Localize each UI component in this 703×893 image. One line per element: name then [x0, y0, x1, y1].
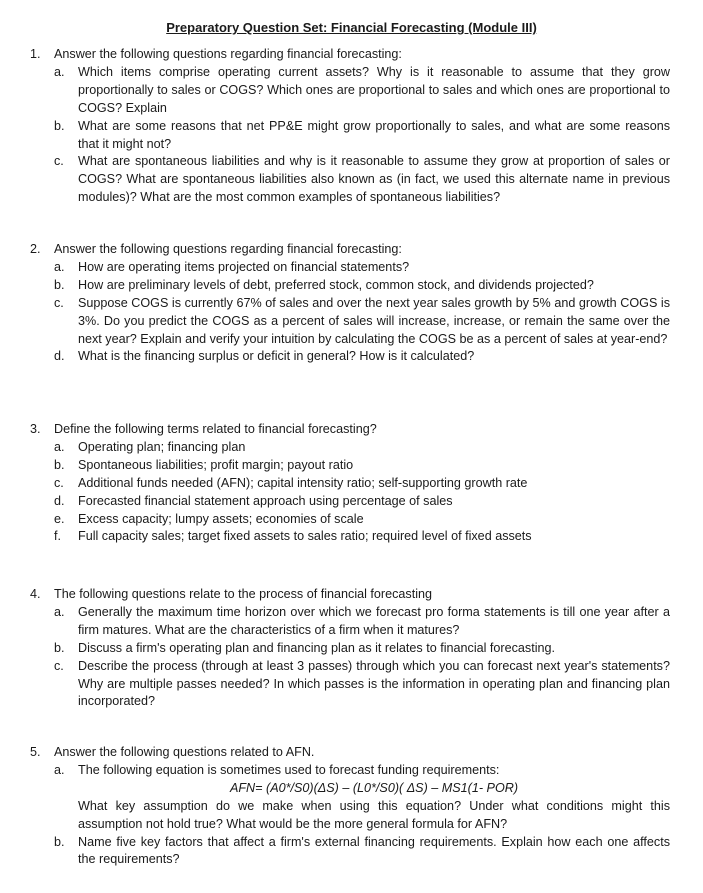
item-text: Generally the maximum time horizon over which we forecast pro forma statements is till one year after a firm matures. What are the characteristics of a firm when it matures?: [78, 604, 670, 637]
question-text: Define the following terms related to financial forecasting?: [54, 422, 377, 436]
question-number: 3.: [30, 422, 41, 436]
list-item: [30, 834, 670, 870]
item-letter: c.: [54, 475, 64, 490]
item-text: Additional funds needed (AFN); capital intensity ratio; self-supporting growth rate: [78, 475, 528, 490]
question-number: 5.: [30, 745, 41, 759]
item-letter: c.: [54, 658, 64, 673]
item-letter: d.: [54, 349, 65, 364]
list-item: [30, 528, 670, 546]
list-item: [30, 475, 670, 493]
question-text: The following questions relate to the process of financial forecasting: [54, 587, 433, 601]
item-text: Full capacity sales; target fixed assets to sales ratio; required level of fixed assets: [78, 529, 532, 544]
item-letter: a.: [54, 762, 65, 777]
list-item: [30, 439, 670, 457]
item-letter: b.: [54, 118, 65, 133]
list-item: [30, 640, 670, 658]
item-letter: c.: [54, 295, 64, 310]
item-text: What are some reasons that net PP&E might grow proportionally to sales, and what are some reasons that it might not?: [78, 118, 670, 151]
list-item: [30, 493, 670, 511]
question-4: [30, 586, 670, 711]
item-text: Suppose COGS is currently 67% of sales and over the next year sales growth by 5% and growth COGS is 3%. Do you predict the COGS as a percent of sales will increase, increase, or remain the same over the next year? Explain and verify your intuition by calculating the COGS be as a percent of sales at year-end?: [78, 295, 670, 346]
item-letter: b.: [54, 640, 65, 655]
item-letter: b.: [54, 277, 65, 292]
question-3: [30, 421, 670, 546]
question-2: [30, 241, 670, 366]
item-letter: e.: [54, 511, 65, 526]
list-item: [30, 604, 670, 640]
afn-formula: AFN= (A0*/S0)(ΔS) – (L0*/S0)( ΔS) – MS1(1- POR): [229, 780, 519, 795]
question-number: 2.: [30, 242, 41, 256]
question-1: [30, 46, 670, 207]
item-letter: a.: [54, 64, 65, 79]
question-stem: [30, 421, 670, 439]
item-text: What is the financing surplus or deficit in general? How is it calculated?: [78, 349, 475, 364]
item-text: Discuss a firm's operating plan and financing plan as it relates to financial forecasting.: [78, 640, 556, 655]
question-text: Answer the following questions related to AFN.: [54, 745, 315, 759]
item-text: Operating plan; financing plan: [78, 439, 246, 454]
list-item: [30, 457, 670, 475]
list-item: [30, 118, 670, 154]
question-stem: [30, 46, 670, 64]
list-item: [30, 762, 670, 780]
item-text: The following equation is sometimes used to forecast funding requirements:: [78, 762, 500, 777]
question-text: Answer the following questions regarding financial forecasting:: [54, 47, 402, 61]
question-stem: [30, 241, 670, 259]
item-text: Name five key factors that affect a firm's external financing requirements. Explain how each one affects the requirements?: [78, 834, 670, 867]
list-item: [30, 259, 670, 277]
question-number: 4.: [30, 587, 41, 601]
item-text: What are spontaneous liabilities and why is it reasonable to assume they grow at proportion of sales or COGS? What are spontaneous liabilities also known as (in fact, we used this alternate name in previous modules)? What are the most common examples of spontaneous liabilities?: [78, 154, 670, 205]
item-letter: a.: [54, 259, 65, 274]
list-item: [30, 658, 670, 712]
item-letter: d.: [54, 493, 65, 508]
item-letter: a.: [54, 439, 65, 454]
page-title: Preparatory Question Set: Financial Forecasting (Module III): [166, 20, 537, 35]
item-letter: c.: [54, 154, 64, 169]
question-5: [30, 744, 670, 869]
list-item: [30, 153, 670, 207]
item-text: Forecasted financial statement approach using percentage of sales: [78, 493, 453, 508]
list-item: [30, 295, 670, 349]
item-text: Excess capacity; lumpy assets; economies of scale: [78, 511, 364, 526]
item-text: How are operating items projected on financial statements?: [78, 259, 410, 274]
list-item: [30, 511, 670, 529]
question-number: 1.: [30, 47, 41, 61]
item-letter: f.: [54, 529, 61, 544]
question-stem: [30, 586, 670, 604]
list-item: [30, 348, 670, 366]
item-letter: b.: [54, 457, 65, 472]
item-text: Which items comprise operating current assets? Why is it reasonable to assume that they grow proportionally to sales or COGS? Which ones are proportional to sales and which ones are proportional to COGS? Explain: [78, 64, 670, 115]
item-text: How are preliminary levels of debt, preferred stock, common stock, and dividends projected?: [78, 277, 594, 292]
question-stem: [30, 744, 670, 762]
question-text: Answer the following questions regarding financial forecasting:: [54, 242, 402, 256]
list-item: [30, 64, 670, 118]
item-letter: a.: [54, 604, 65, 619]
item-text: Describe the process (through at least 3 passes) through which you can forecast next year's statements? Why are multiple passes needed? In which passes is the information in operating plan and financing plan incorporated?: [78, 658, 670, 709]
item-letter: b.: [54, 834, 65, 849]
formula-followup-text: What key assumption do we make when using this equation? Under what conditions might this assumption not hold true? What would be the more general formula for AFN?: [78, 798, 670, 831]
item-text: Spontaneous liabilities; profit margin; payout ratio: [78, 457, 354, 472]
list-item: [30, 277, 670, 295]
